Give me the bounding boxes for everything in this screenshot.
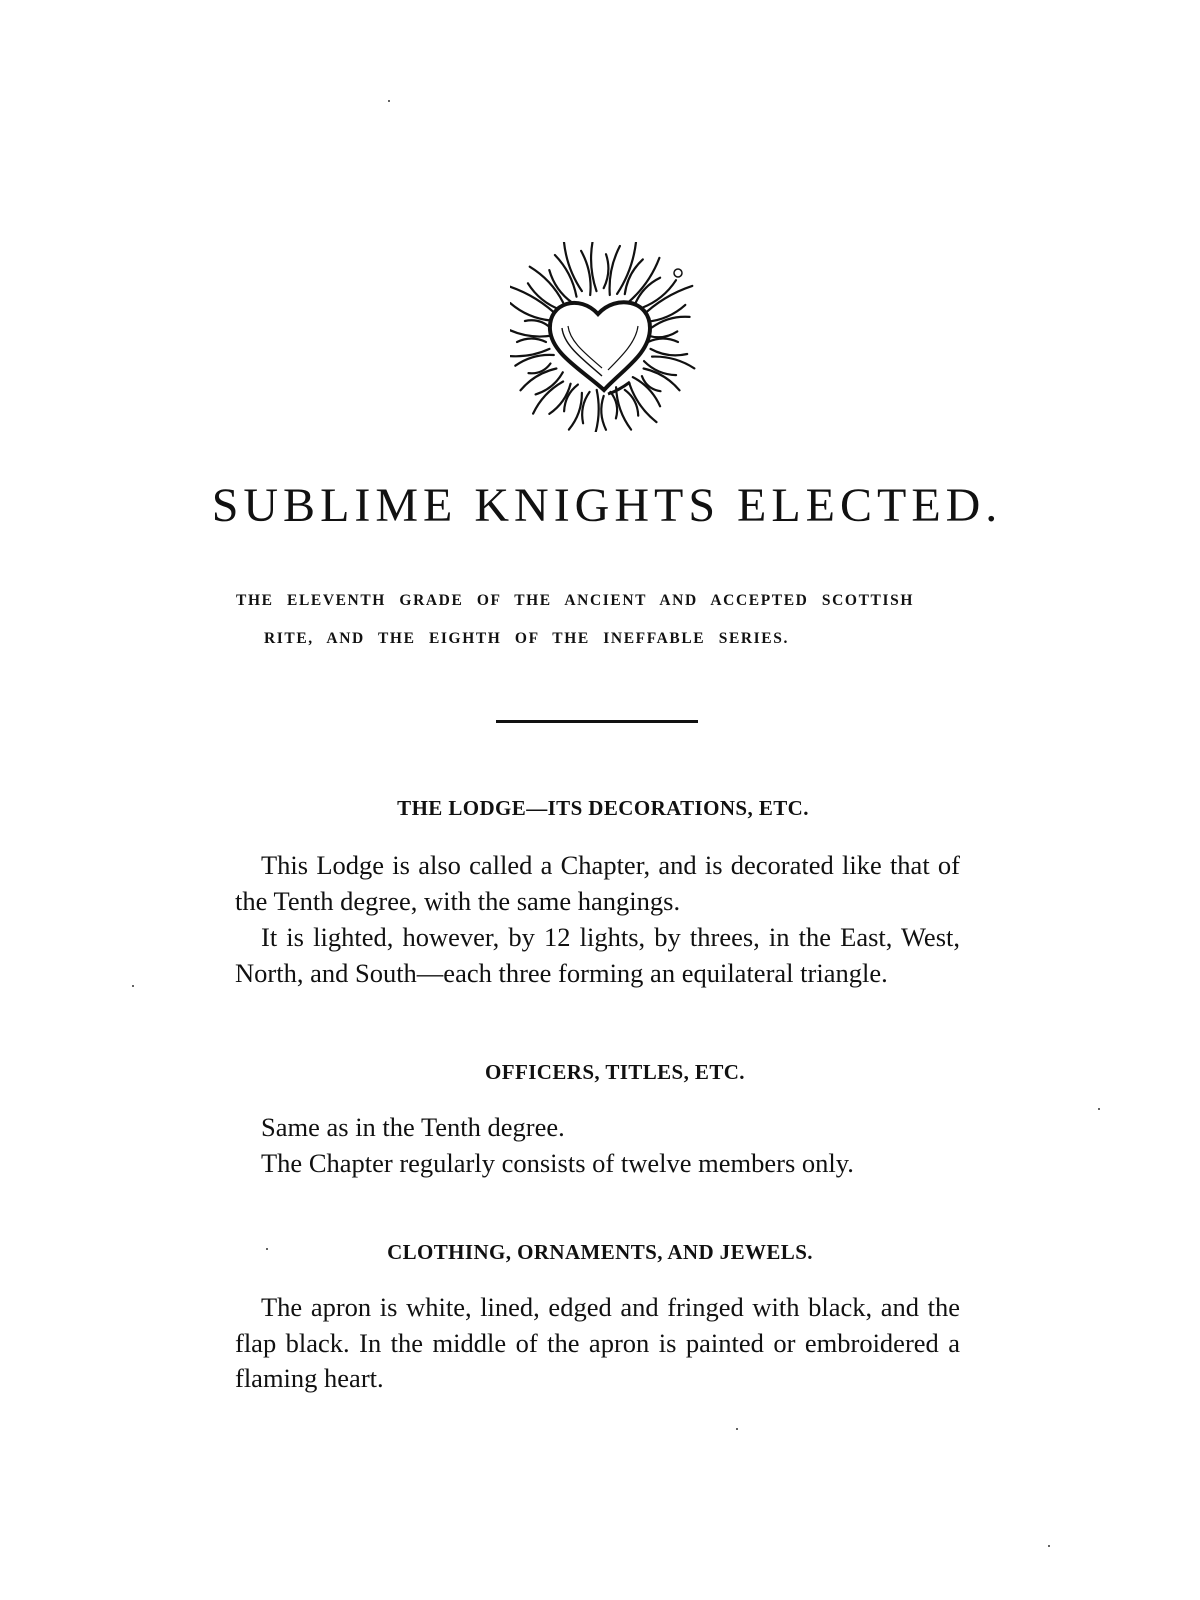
paragraph-officers-2: The Chapter regularly consists of twelve members only. xyxy=(261,1148,854,1178)
flame-ray xyxy=(569,393,582,430)
flame-ray xyxy=(648,331,678,337)
section-heading-clothing: CLOTHING, ORNAMENTS, AND JEWELS. xyxy=(387,1240,813,1264)
flame-ray xyxy=(642,376,661,391)
flame-ray xyxy=(648,339,678,343)
flame-ray xyxy=(593,390,598,432)
flame-ray xyxy=(610,246,620,295)
flame-ray xyxy=(533,382,563,414)
flame-ray xyxy=(510,329,552,336)
section-heading-lodge: THE LODGE—ITS DECORATIONS, ETC. xyxy=(397,796,809,820)
paragraph-clothing-1: The apron is white, lined, edged and fringed with black, and the flap black. In the middle of the apron is painted or embroidered a flaming heart. xyxy=(235,1292,960,1393)
flame-ray xyxy=(581,251,590,295)
page-title: SUBLIME KNIGHTS ELECTED. xyxy=(211,479,1003,532)
paragraph-lodge-2: It is lighted, however, by 12 lights, by threes, in the East, West, North, and South—each three forming an equilateral triangle. xyxy=(235,922,960,988)
flame-ray xyxy=(582,392,589,423)
degree-subtitle: THE ELEVENTH GRADE OF THE ANCIENT AND ACCEPTED SCOTTISH RITE, AND THE EIGHTH OF THE INEFFABLE SERIES. xyxy=(236,592,914,647)
flame-ray xyxy=(525,320,551,328)
flame-ray xyxy=(564,385,578,412)
section-heading-officers: OFFICERS, TITLES, ETC. xyxy=(485,1060,745,1084)
flame-ray xyxy=(591,242,596,291)
scan-speck xyxy=(1048,1545,1050,1547)
flame-ray xyxy=(652,357,694,369)
flame-ray xyxy=(517,339,546,343)
section-divider xyxy=(496,720,698,723)
flame-ray xyxy=(652,317,690,328)
flame-ray xyxy=(644,361,676,375)
flame-ray xyxy=(625,390,638,416)
scan-speck xyxy=(1098,1108,1100,1110)
flame-ray xyxy=(601,396,606,430)
flame-ray xyxy=(651,349,688,355)
flaming-heart-icon xyxy=(510,242,710,432)
scan-speck xyxy=(266,1248,268,1250)
paragraph-lodge-1: This Lodge is also called a Chapter, and is decorated like that of the Tenth degree, with the same hangings. xyxy=(235,850,960,916)
paragraph-officers-1: Same as in the Tenth degree. xyxy=(261,1112,565,1142)
flame-ray xyxy=(604,254,609,288)
scan-speck xyxy=(132,985,134,987)
scan-speck xyxy=(736,1428,738,1430)
scan-speck xyxy=(388,100,390,102)
